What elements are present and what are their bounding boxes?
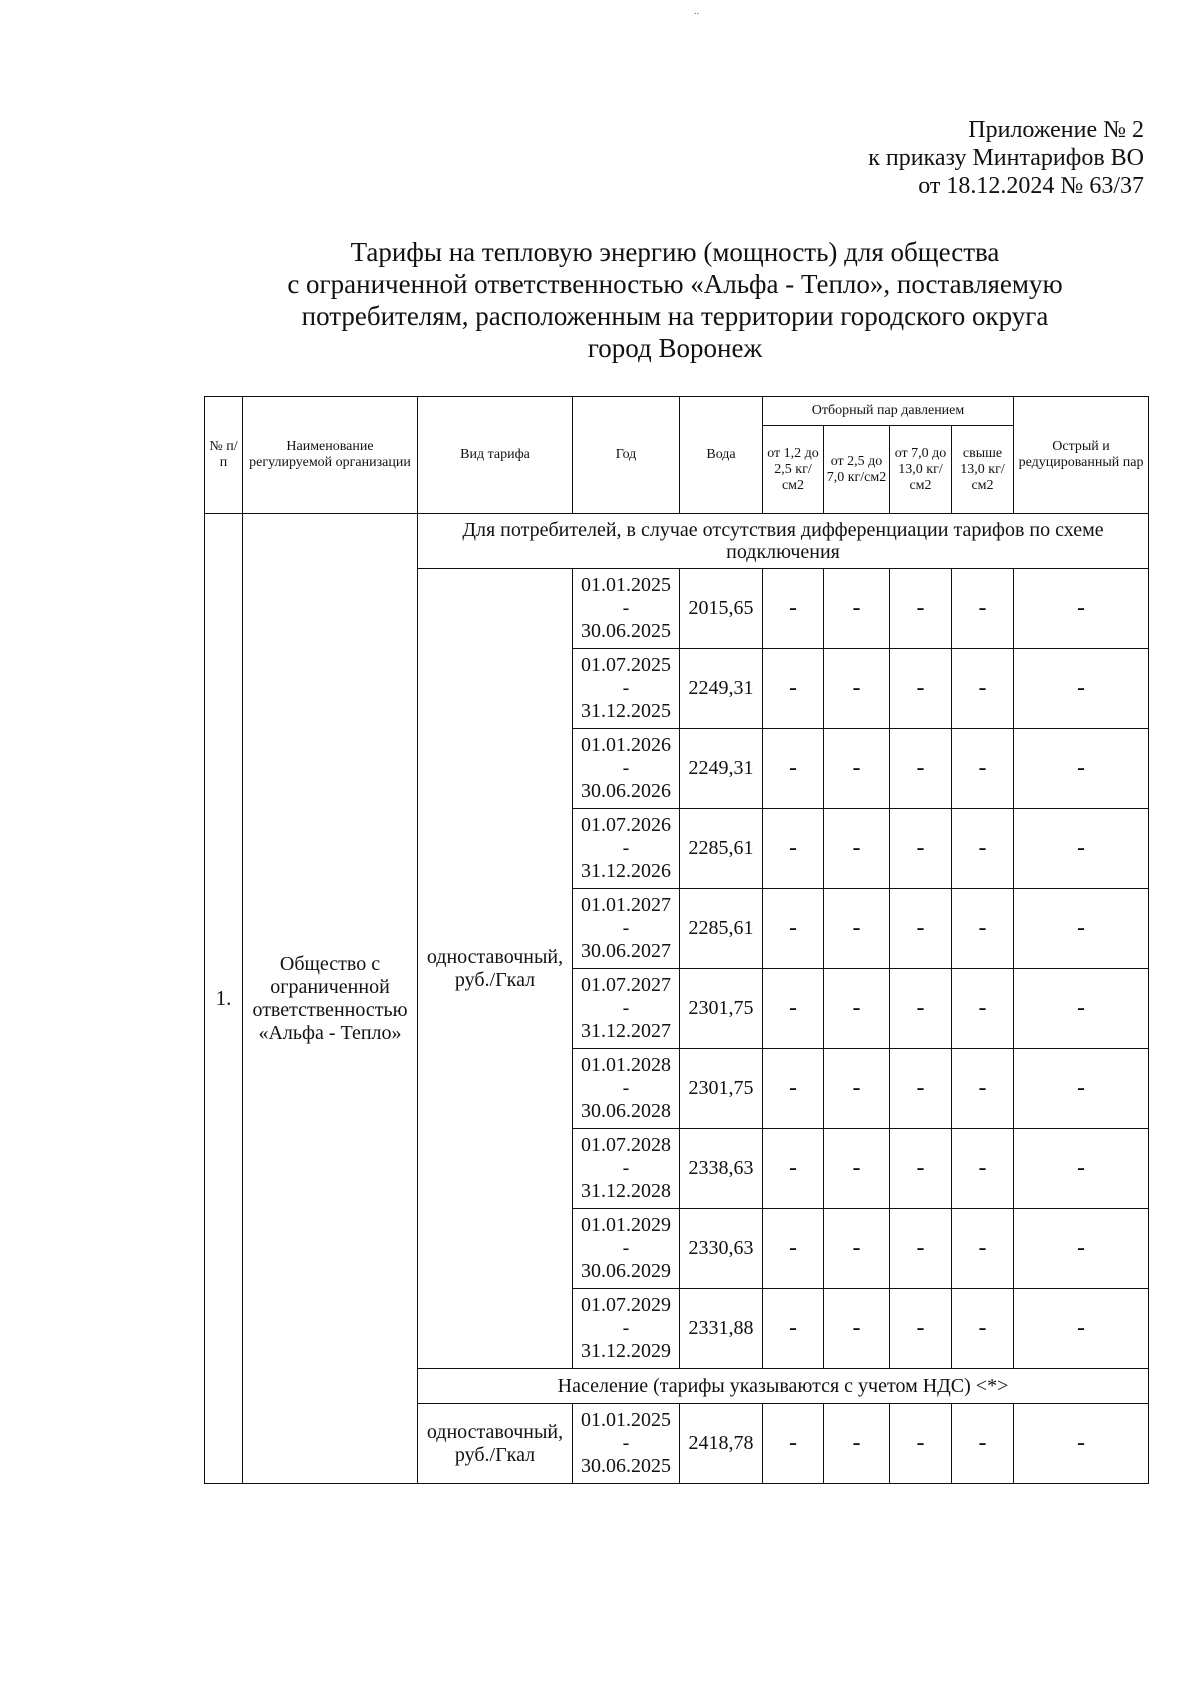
steam-4-value: -	[952, 1404, 1014, 1484]
period-cell	[573, 1049, 680, 1129]
steam-3-value: -	[890, 569, 952, 649]
period-from: 01.07.2027	[581, 974, 671, 996]
steam-2-value: -	[824, 969, 890, 1049]
steam-4-value: -	[952, 1049, 1014, 1129]
header-steam-4: свыше 13,0 кг/см2	[952, 426, 1014, 514]
sharp-steam-value: -	[1014, 1049, 1149, 1129]
period-from: 01.01.2027	[581, 894, 671, 916]
steam-2-value: -	[824, 1289, 890, 1369]
period-to: 30.06.2029	[581, 1260, 671, 1282]
sharp-steam-value: -	[1014, 649, 1149, 729]
steam-4-value: -	[952, 889, 1014, 969]
period-cell	[573, 809, 680, 889]
header-sharp-steam: Острый и редуцированный пар	[1014, 397, 1149, 514]
steam-3-value: -	[890, 1404, 952, 1484]
header-steam-3: от 7,0 до 13,0 кг/см2	[890, 426, 952, 514]
period-from: 01.07.2026	[581, 814, 671, 836]
steam-2-value: -	[824, 1049, 890, 1129]
steam-2-value: -	[824, 569, 890, 649]
period-separator: -	[622, 1157, 630, 1179]
appendix-line-1: Приложение № 2	[968, 117, 1144, 143]
steam-1-value: -	[763, 969, 824, 1049]
steam-4-value: -	[952, 1129, 1014, 1209]
sharp-steam-value: -	[1014, 569, 1149, 649]
steam-2-value: -	[824, 729, 890, 809]
period-cell	[573, 1209, 680, 1289]
title-line-1: Тарифы на тепловую энергию (мощность) для общества	[350, 237, 1000, 267]
sharp-steam-value: -	[1014, 1209, 1149, 1289]
steam-3-value: -	[890, 969, 952, 1049]
document-title	[205, 236, 1145, 364]
period-cell	[573, 649, 680, 729]
row-number: 1.	[205, 514, 243, 1484]
water-tariff-value: 2249,31	[680, 649, 763, 729]
steam-1-value: -	[763, 1049, 824, 1129]
period-to: 30.06.2026	[581, 780, 671, 802]
period-from: 01.07.2028	[581, 1134, 671, 1156]
steam-2-value: -	[824, 1129, 890, 1209]
section-consumers-title: Для потребителей, в случае отсутствия дифференциации тарифов по схеме подключения	[418, 514, 1149, 569]
steam-1-value: -	[763, 1209, 824, 1289]
period-to: 31.12.2026	[581, 860, 671, 882]
steam-2-value: -	[824, 809, 890, 889]
tariff-table	[204, 396, 1149, 1484]
tariff-type-single-rate: одноставочный, руб./Гкал	[418, 569, 573, 1369]
sharp-steam-value: -	[1014, 969, 1149, 1049]
steam-3-value: -	[890, 1289, 952, 1369]
period-from: 01.01.2028	[581, 1054, 671, 1076]
period-separator: -	[622, 837, 630, 859]
title-line-3: потребителям, расположенным на территории городского округа	[301, 301, 1049, 331]
water-tariff-value: 2285,61	[680, 809, 763, 889]
period-from: 01.01.2025	[581, 1409, 671, 1431]
steam-1-value: -	[763, 1289, 824, 1369]
period-from: 01.07.2029	[581, 1294, 671, 1316]
steam-4-value: -	[952, 809, 1014, 889]
title-line-4: город Воронеж	[587, 333, 763, 363]
period-cell	[573, 1129, 680, 1209]
section-population-title: Население (тарифы указываются с учетом НДС) <*>	[418, 1369, 1149, 1404]
steam-2-value: -	[824, 1404, 890, 1484]
steam-4-value: -	[952, 729, 1014, 809]
sharp-steam-value: -	[1014, 729, 1149, 809]
steam-3-value: -	[890, 889, 952, 969]
period-separator: -	[622, 1432, 630, 1454]
steam-2-value: -	[824, 889, 890, 969]
sharp-steam-value: -	[1014, 1404, 1149, 1484]
steam-3-value: -	[890, 809, 952, 889]
steam-4-value: -	[952, 569, 1014, 649]
organization-name: Общество с ограниченной ответственностью «Альфа - Тепло»	[243, 514, 418, 1484]
steam-1-value: -	[763, 569, 824, 649]
sharp-steam-value: -	[1014, 809, 1149, 889]
steam-4-value: -	[952, 969, 1014, 1049]
steam-1-value: -	[763, 1404, 824, 1484]
water-tariff-value: 2418,78	[680, 1404, 763, 1484]
period-cell	[573, 1404, 680, 1484]
period-separator: -	[622, 1077, 630, 1099]
period-separator: -	[622, 597, 630, 619]
period-cell	[573, 1289, 680, 1369]
page-mark: ..	[694, 6, 699, 17]
header-year: Год	[573, 397, 680, 514]
period-separator: -	[622, 757, 630, 779]
steam-4-value: -	[952, 1209, 1014, 1289]
steam-3-value: -	[890, 1209, 952, 1289]
appendix-reference	[724, 116, 1144, 200]
steam-4-value: -	[952, 1289, 1014, 1369]
period-separator: -	[622, 1317, 630, 1339]
period-cell	[573, 729, 680, 809]
header-steam-1: от 1,2 до 2,5 кг/см2	[763, 426, 824, 514]
steam-3-value: -	[890, 649, 952, 729]
water-tariff-value: 2301,75	[680, 1049, 763, 1129]
period-from: 01.01.2029	[581, 1214, 671, 1236]
steam-3-value: -	[890, 729, 952, 809]
header-steam-group: Отборный пар давлением	[763, 397, 1014, 426]
period-to: 30.06.2025	[581, 1455, 671, 1477]
period-cell	[573, 569, 680, 649]
period-cell	[573, 969, 680, 1049]
period-to: 30.06.2027	[581, 940, 671, 962]
period-to: 31.12.2027	[581, 1020, 671, 1042]
appendix-line-3: от 18.12.2024 № 63/37	[918, 173, 1144, 199]
sharp-steam-value: -	[1014, 1289, 1149, 1369]
appendix-line-2: к приказу Минтарифов ВО	[868, 145, 1144, 171]
tariff-table-body	[205, 514, 1149, 1484]
period-from: 01.07.2025	[581, 654, 671, 676]
steam-3-value: -	[890, 1129, 952, 1209]
period-to: 31.12.2028	[581, 1180, 671, 1202]
period-to: 30.06.2025	[581, 620, 671, 642]
title-line-2: с ограниченной ответственностью «Альфа - Тепло», поставляемую	[287, 269, 1063, 299]
water-tariff-value: 2285,61	[680, 889, 763, 969]
steam-1-value: -	[763, 809, 824, 889]
water-tariff-value: 2301,75	[680, 969, 763, 1049]
header-org: Наименование регулируемой организации	[243, 397, 418, 514]
steam-1-value: -	[763, 649, 824, 729]
steam-1-value: -	[763, 729, 824, 809]
steam-3-value: -	[890, 1049, 952, 1129]
steam-2-value: -	[824, 649, 890, 729]
period-separator: -	[622, 1237, 630, 1259]
water-tariff-value: 2330,63	[680, 1209, 763, 1289]
sharp-steam-value: -	[1014, 1129, 1149, 1209]
sharp-steam-value: -	[1014, 889, 1149, 969]
period-cell	[573, 889, 680, 969]
header-tariff-type: Вид тарифа	[418, 397, 573, 514]
header-num: № п/п	[205, 397, 243, 514]
period-separator: -	[622, 677, 630, 699]
steam-1-value: -	[763, 1129, 824, 1209]
steam-4-value: -	[952, 649, 1014, 729]
period-from: 01.01.2026	[581, 734, 671, 756]
header-water: Вода	[680, 397, 763, 514]
steam-1-value: -	[763, 889, 824, 969]
water-tariff-value: 2015,65	[680, 569, 763, 649]
water-tariff-value: 2338,63	[680, 1129, 763, 1209]
period-to: 31.12.2025	[581, 700, 671, 722]
water-tariff-value: 2249,31	[680, 729, 763, 809]
water-tariff-value: 2331,88	[680, 1289, 763, 1369]
period-separator: -	[622, 917, 630, 939]
header-steam-2: от 2,5 до 7,0 кг/см2	[824, 426, 890, 514]
steam-2-value: -	[824, 1209, 890, 1289]
tariff-type-population: одноставочный, руб./Гкал	[418, 1404, 573, 1484]
period-to: 30.06.2028	[581, 1100, 671, 1122]
period-separator: -	[622, 997, 630, 1019]
period-to: 31.12.2029	[581, 1340, 671, 1362]
period-from: 01.01.2025	[581, 574, 671, 596]
